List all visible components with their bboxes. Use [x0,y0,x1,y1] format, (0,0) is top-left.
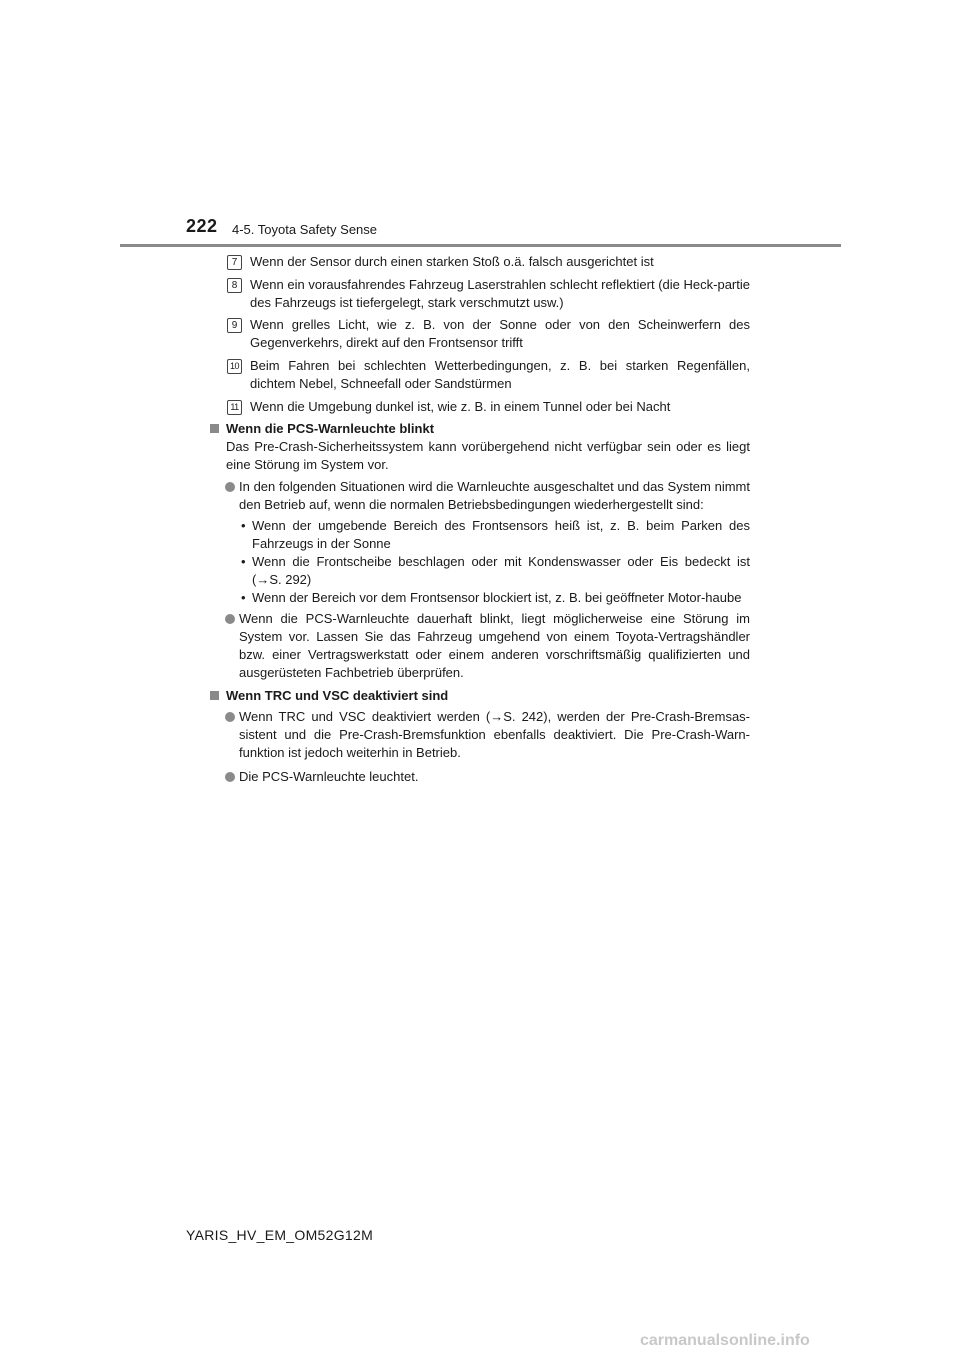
list-item-text: Wenn der Sensor durch einen starken Stoß o.ä. falsch ausgerichtet ist [250,254,654,269]
bullet-text: Wenn TRC und VSC deaktiviert werden (→S. 242), werden der Pre-Crash-Bremsas-sistent und die Pre-Crash-Bremsfunktion ebenfalls deaktiviert. Die Pre-Crash-Warn-funktion ist jedoch weiterhin in Betrieb. [239,709,750,760]
list-item-text: Wenn die Umgebung dunkel ist, wie z. B. in einem Tunnel oder bei Nacht [250,398,671,414]
section-heading-text: Wenn die PCS-Warnleuchte blinkt [226,421,435,437]
page-content [210,253,750,786]
list-item-text: Beim Fahren bei schlechten Wetterbedingungen, z. B. bei starken Regenfällen, dichtem Nebel, Schneefall oder Sandstürmen [250,357,750,391]
section-title: 4-5. Toyota Safety Sense [232,222,378,237]
number-badge: 11 [227,400,242,415]
header-rule [120,244,841,247]
bullet-item [210,768,750,786]
circle-bullet-icon [225,482,235,492]
circle-bullet-icon [225,614,235,624]
list-item-text: Wenn grelles Licht, wie z. B. von der Sonne oder von den Scheinwerfern des Gegenverkehrs, direkt auf den Frontsensor trifft [250,317,750,351]
sub-list-item [210,589,750,607]
circle-bullet-icon [225,712,235,722]
list-item [210,357,750,393]
circle-bullet-icon [225,772,235,782]
dot-bullet-icon: • [241,553,246,569]
number-badge: 8 [227,278,242,293]
list-item [210,276,750,312]
list-item [210,253,750,271]
square-bullet-icon [210,691,219,700]
sub-list-text: Wenn der Bereich vor dem Frontsensor blockiert ist, z. B. bei geöffneter Motor-haube [252,589,742,605]
bullet-text: In den folgenden Situationen wird die Warnleuchte ausgeschaltet und das System nimmt den Betrieb auf, wenn die normalen Betriebsbedingungen wiederhergestellt sind: [239,478,750,512]
dot-bullet-icon: • [241,518,246,534]
bullet-item [210,478,750,514]
section-heading [210,687,750,705]
dot-bullet-icon: • [241,589,246,605]
section-heading [210,420,750,438]
bullet-item [210,708,750,761]
sub-list-text: Wenn die Frontscheibe beschlagen oder mit Kondenswasser oder Eis bedeckt ist (→S. 292) [252,553,750,587]
page-header [0,0,960,250]
page-number: 222 [186,216,218,236]
list-item [210,316,750,352]
list-item-text: Wenn ein vorausfahrendes Fahrzeug Laserstrahlen schlecht reflektiert (die Heck-partie des Fahrzeugs ist tiefergelegt, stark verschmutzt usw.) [250,276,750,310]
square-bullet-icon [210,424,219,433]
list-item [210,398,750,416]
bullet-text: Wenn die PCS-Warnleuchte dauerhaft blinkt, liegt möglicherweise eine Störung im System vor. Lassen Sie das Fahrzeug umgehend von einem Toyota-Vertragshändler bzw. einer Vertragswerkstatt oder einem anderen vorschriftsmäßig qualifizierten und ausgerüsteten Fachbetrieb überprüfen. [239,611,750,680]
watermark: carmanualsonline.info [640,1332,810,1349]
number-badge: 9 [227,318,242,333]
sub-list-text: Wenn der umgebende Bereich des Frontsensors heiß ist, z. B. beim Parken des Fahrzeugs in der Sonne [252,518,750,552]
bullet-item [210,610,750,681]
bullet-text: Die PCS-Warnleuchte leuchtet. [239,768,419,784]
sub-list-item [210,517,750,553]
sub-list-item [210,553,750,589]
number-badge: 10 [227,359,242,374]
document-code: YARIS_HV_EM_OM52G12M [186,1227,374,1243]
number-badge: 7 [227,255,242,270]
section-heading-text: Wenn TRC und VSC deaktiviert sind [226,687,449,703]
section-intro: Das Pre-Crash-Sicherheitssystem kann vorübergehend nicht verfügbar sein oder es liegt eine Störung im System vor. [226,439,750,472]
